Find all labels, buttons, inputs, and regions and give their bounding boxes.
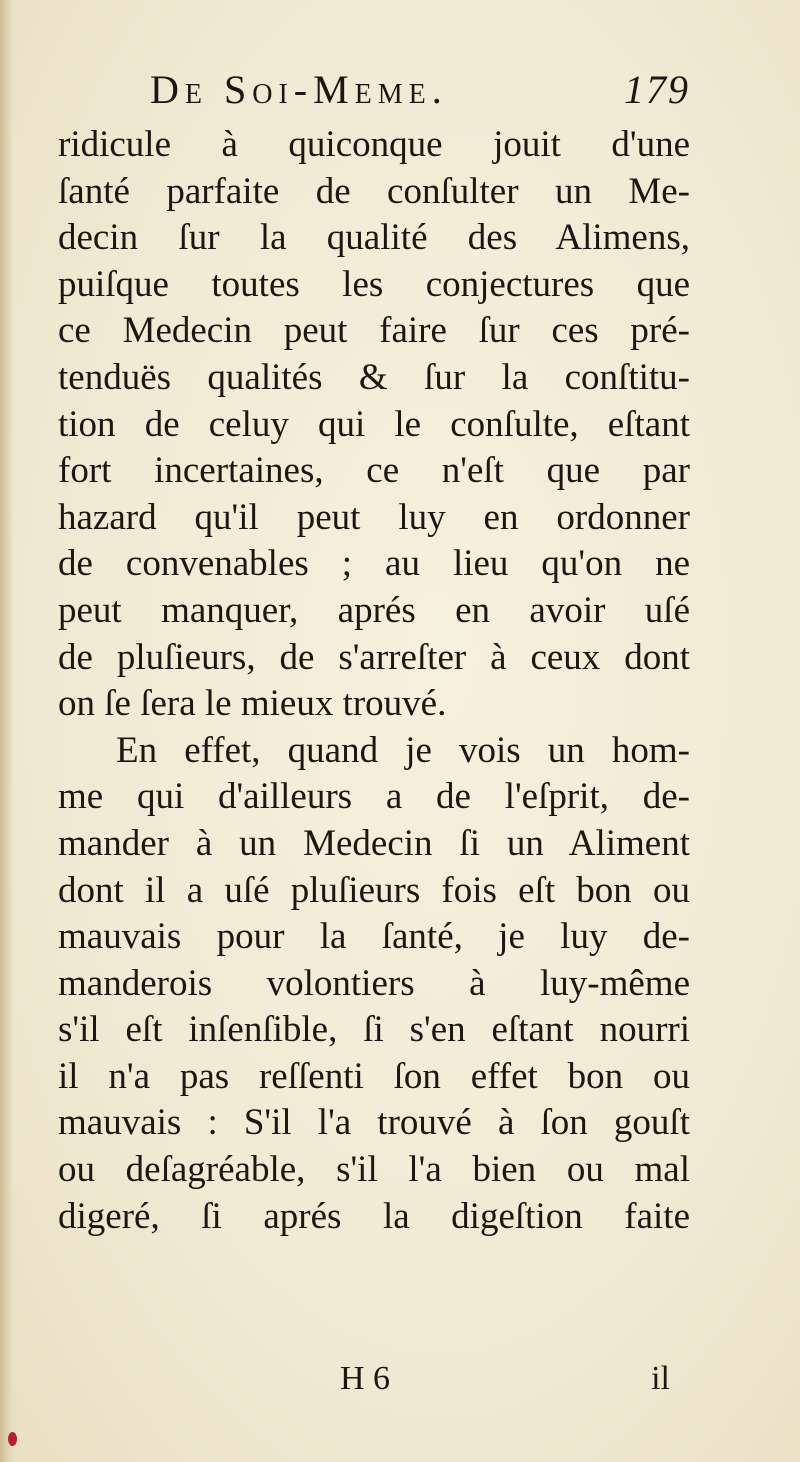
- text-line: fort incertaines, ce n'eſt que par: [58, 450, 690, 492]
- text-line: ridicule à quiconque jouit d'une: [58, 124, 690, 165]
- running-title: De Soi-Meme.: [150, 67, 448, 112]
- text-line: mander à un Medecin ſi un Aliment: [58, 822, 690, 864]
- paragraph-start-line: En effet, quand je vois un hom-: [116, 729, 690, 771]
- signature-mark: H 6: [340, 1360, 391, 1397]
- text-line: tion de celuy qui le conſulte, eſtant: [58, 403, 690, 445]
- text-line: ce Medecin peut faire ſur ces pré-: [58, 310, 690, 352]
- text-line: tenduës qualités & ſur la conſtitu-: [58, 356, 690, 398]
- signature-line: [340, 1360, 670, 1404]
- text-line: s'il eſt inſenſible, ſi s'en eſtant nourri: [58, 1009, 690, 1051]
- page-gutter-edge: [0, 0, 14, 1462]
- red-ink-spot: [8, 1432, 17, 1446]
- text-line: puiſque toutes les conjectures que: [58, 263, 690, 305]
- text-line: de pluſieurs, de s'arreſter à ceux dont: [58, 636, 690, 678]
- text-line: ou deſagréable, s'il l'a bien ou mal: [58, 1149, 690, 1191]
- text-line: digeré, ſi aprés la digeſtion faite: [58, 1195, 690, 1237]
- text-line: dont il a uſé pluſieurs fois eſt bon ou: [58, 869, 690, 911]
- text-line: mauvais pour la ſanté, je luy de-: [58, 916, 690, 958]
- text-line: me qui d'ailleurs a de l'eſprit, de-: [58, 776, 690, 818]
- catchword: il: [651, 1360, 670, 1397]
- text-line: manderois volontiers à luy-même: [58, 962, 690, 1004]
- text-line: peut manquer, aprés en avoir uſé: [58, 589, 690, 631]
- running-head: [150, 66, 690, 116]
- text-line: mauvais : S'il l'a trouvé à ſon gouſt: [58, 1102, 690, 1144]
- text-body: [58, 122, 690, 1240]
- text-line: hazard qu'il peut luy en ordonner: [58, 496, 690, 538]
- text-line: il n'a pas reſſenti ſon effet bon ou: [58, 1055, 690, 1097]
- page-number: 179: [624, 67, 690, 112]
- text-line: de convenables ; au lieu qu'on ne: [58, 543, 690, 585]
- text-line: ſanté parfaite de conſulter un Me-: [58, 170, 690, 212]
- paragraph-end-line: on ſe ſera le mieux trouvé.: [58, 683, 447, 725]
- text-line: decin ſur la qualité des Alimens,: [58, 217, 690, 259]
